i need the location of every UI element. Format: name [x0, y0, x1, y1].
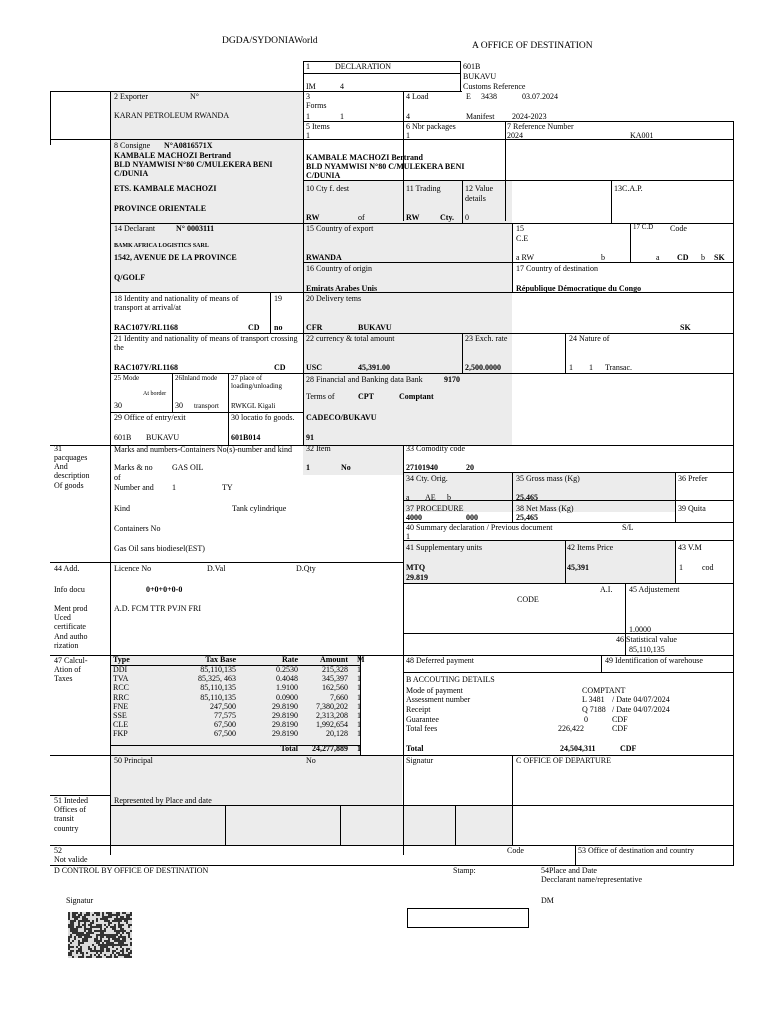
tax-base: 67,500	[214, 720, 236, 730]
exchange-rate-value: 2,500.0000	[465, 363, 501, 372]
consignee-line-3: C/DUNIA	[114, 169, 149, 178]
tax-rate: 29.8190	[272, 729, 298, 739]
transit-offices-label: 51 Inteded Offices of transit country	[54, 796, 88, 833]
country-destination-value: République Démocratique du Congo	[516, 284, 642, 293]
e-number: 3438	[481, 92, 497, 101]
packages-description-label: pacquages And description Of goods	[54, 453, 90, 490]
forms-value-2: 1	[340, 112, 344, 121]
declaration-type-im: IM	[306, 82, 316, 91]
tax-type: CLE	[113, 720, 129, 730]
mode-value: 30	[114, 401, 122, 410]
packages-value: 1	[406, 131, 410, 140]
forms-value-1: 1	[306, 112, 310, 121]
office-entry-code: 601B	[114, 433, 132, 442]
reference-label: 7 Reference Number	[507, 122, 574, 131]
tax-mode: 1	[357, 674, 361, 684]
tax-rate: 0.4048	[276, 674, 298, 684]
signature-label: Signatur	[406, 756, 434, 765]
not-valid-label: 52 Not valide	[54, 846, 88, 865]
guarantee-currency: CDF	[612, 715, 628, 724]
summary-value: 1	[406, 532, 410, 541]
ai-label: A.I.	[600, 585, 613, 594]
transport-arrival-label: 18 Identity and nationality of means of transport at arrival/at	[114, 294, 239, 313]
info-docu-value: 0+0+0+0-0	[146, 585, 183, 594]
tax-base: 85,110,135	[200, 665, 236, 674]
tax-type: DDI	[113, 665, 128, 674]
inland-mode-label: 26Inland mode	[175, 374, 218, 382]
reference-code: KA001	[630, 131, 654, 140]
tax-amount: 345,397	[322, 674, 348, 684]
consignee-right-line-1: KAMBALE MACHOZI Bertrand	[306, 153, 423, 162]
mode-label: 25 Mode	[114, 374, 140, 382]
terms-cpt: CPT	[358, 392, 374, 401]
payment-mode-label: Mode of payment	[406, 686, 463, 695]
total-fees-currency: CDF	[612, 724, 628, 733]
terms-comptant: Comptant	[399, 392, 434, 401]
dest-code-sk: SK	[714, 253, 725, 262]
currency-code: USC	[306, 363, 323, 372]
customs-reference-label: Customs Reference	[463, 82, 526, 91]
load-value: 4	[406, 112, 410, 121]
quota-label: 39 Quita	[678, 504, 706, 513]
tax-header-amount: Amount	[319, 655, 348, 664]
tax-amount: 1,992,654	[316, 720, 348, 730]
ce-label: C.E	[516, 234, 529, 243]
accounting-title: B ACCOUTING DETAILS	[406, 675, 495, 684]
adjustment-label: 45 Adjustement	[629, 585, 680, 594]
financial-label: 28 Financial and Banking data Bank	[306, 375, 423, 384]
declarant-line-3: Q/GOLF	[114, 273, 146, 282]
commodity-suffix: 20	[466, 463, 474, 472]
dm-label: DM	[541, 896, 554, 905]
exporter-no-label: N°	[190, 92, 199, 101]
assessment-number: L 3481	[582, 695, 605, 704]
cap-label: 13C.A.P.	[614, 184, 643, 193]
transport-border-label: 21 Identity and nationality of means of transport crossing the	[114, 334, 298, 353]
trading-cty: Cty.	[440, 213, 454, 222]
receipt-date: / Date 04/07/2024	[612, 705, 670, 714]
tax-type: TVA	[113, 674, 129, 684]
delivery-sk: SK	[680, 323, 691, 332]
delivery-terms-cfr: CFR	[306, 323, 323, 332]
tax-type: RRC	[113, 692, 130, 702]
goods-description: Gas Oil sans biodiesel(EST)	[114, 544, 205, 553]
trading-value: RW	[406, 213, 420, 222]
details-label: details	[465, 194, 486, 203]
total-fees-value: 226,422	[558, 724, 584, 733]
delivery-place: BUKAVU	[358, 323, 392, 332]
location-goods-value: 601B014	[231, 433, 261, 442]
marks-label: Marks & no	[114, 463, 153, 472]
export-code-a: a RW	[516, 253, 534, 262]
payment-mode-value: COMPTANT	[582, 686, 626, 695]
kind-label: Kind	[114, 504, 130, 513]
total-fees-label: Total fees	[406, 724, 438, 733]
e-date: 03.07.2024	[522, 92, 558, 101]
consignee-number: N°A0816571X	[164, 141, 213, 150]
number-and-label: Number and	[114, 483, 154, 492]
item-label: 32 Item	[306, 444, 331, 453]
receipt-label: Receipt	[406, 705, 431, 714]
licence-label: Licence No	[114, 564, 152, 573]
country-orig-b: b	[447, 493, 451, 502]
box17-code-label: Code	[670, 224, 687, 233]
signature-bottom-label: Signatur	[66, 896, 94, 905]
principal-label: 50 Principal	[114, 756, 153, 765]
tax-amount: 2,313,208	[316, 711, 348, 720]
items-label: 5 Items	[306, 122, 330, 131]
e-label: E	[466, 92, 471, 101]
export-code-b: b	[601, 253, 605, 262]
country-orig-label: 34 Cty. Orig.	[406, 474, 448, 483]
manifest-label: Manifest	[466, 112, 495, 121]
tax-mode: 1	[357, 692, 361, 702]
dest-code-b: b	[701, 253, 705, 262]
country-export-value: RWANDA	[306, 253, 342, 262]
office-destination-label: 53 Office of destination and country	[578, 846, 695, 855]
office-entry-label: 29 Office of entry/exit	[114, 413, 186, 422]
represented-label: Represented by Place and date	[114, 796, 212, 805]
number-value: 1	[172, 483, 176, 492]
guarantee-label: Guarantee	[406, 715, 439, 724]
tax-base: 67,500	[214, 729, 236, 739]
of-label: of	[114, 473, 121, 482]
consignee-line-2: BLD NYAMWISI N°80 C/MULEKERA BENI	[114, 160, 273, 169]
system-name: DGDA/SYDONIAWorld	[222, 36, 318, 46]
container-no: no	[274, 323, 283, 332]
consignee-label: 8 Consigne	[114, 141, 151, 150]
tax-table	[110, 655, 365, 755]
supplementary-units-code: MTQ	[406, 563, 426, 572]
manifest-value: 2024-2023	[512, 112, 547, 121]
box91-value: 91	[306, 433, 314, 442]
tax-header-base: Tax Base	[205, 655, 236, 664]
tax-rate: 0.2530	[276, 665, 298, 674]
warehouse-label: 49 Identification of warehouse	[605, 656, 703, 665]
ad-codes: A.D. FCM TTR PVJN FRI	[114, 604, 201, 613]
forms-label: Forms	[306, 101, 327, 110]
load-label: 4 Load	[406, 92, 429, 101]
transport-border-value: RAC107Y/RL1168	[114, 363, 179, 372]
inland-mode-value: 30	[175, 401, 183, 410]
tax-amount: 162,560	[322, 683, 348, 693]
box3-number: 3	[306, 92, 310, 101]
statistical-value: 85,110,135	[629, 645, 665, 654]
office-code: 601B	[463, 62, 481, 71]
principal-no: No	[306, 756, 316, 765]
summary-declaration-label: 40 Summary declaration / Previous document	[406, 523, 553, 532]
destination-title: A OFFICE OF DESTINATION	[472, 41, 593, 51]
adjustment-value: 1.0000	[629, 625, 651, 634]
commodity-label: 33 Comodity code	[406, 444, 466, 453]
location-goods-label: 30 locatio fo goods.	[231, 413, 295, 422]
transport-arrival-cd: CD	[248, 323, 260, 332]
tax-total-amount: 24,277,889	[312, 744, 348, 753]
transport-word: transport	[194, 402, 219, 410]
place-loading-label: 27 place of loading/unloading	[231, 374, 282, 391]
items-value: 1	[306, 131, 310, 140]
tax-base: 85,325, 463	[198, 674, 236, 684]
bank-code: 9170	[444, 375, 460, 384]
tax-total-mode: 1	[357, 744, 361, 753]
of-text: of	[358, 213, 365, 222]
consignee-line-1: KAMBALE MACHOZI Bertrand	[114, 151, 231, 160]
country-orig-ae: AE	[425, 493, 436, 502]
info-docu-label: Info docu	[54, 585, 85, 594]
tax-base: 77,575	[214, 711, 236, 720]
deferred-payment-label: 48 Deferred payment	[406, 656, 474, 665]
country-origin-label: 16 Country of origin	[306, 264, 372, 273]
kind-value: Tank cylindrique	[232, 504, 287, 513]
marks-value: GAS OIL	[172, 463, 204, 472]
procedure-code-2: 000	[466, 513, 478, 522]
certificate-label: Ment prod Uced certificate And autho rization	[54, 604, 88, 650]
tax-rate: 29.8190	[272, 711, 298, 720]
item-price-label: 42 Items Price	[567, 543, 614, 552]
dest-code-a: a	[656, 253, 660, 262]
country-export-label: 15 Country of export	[306, 224, 374, 233]
tax-mode: 1	[357, 720, 361, 730]
stamp-label: Stamp:	[453, 866, 476, 875]
value-details-value: 0	[465, 213, 469, 222]
tax-type: SSE	[113, 711, 127, 720]
net-mass-value: 25,465	[516, 513, 538, 522]
containers-label: Containers No	[114, 524, 161, 533]
consignee-line-4: ETS. KAMBALE MACHOZI	[114, 184, 217, 193]
office-departure-label: C OFFICE OF DEPARTURE	[516, 756, 612, 765]
tax-total-label: Total	[280, 744, 298, 753]
exporter-name: KARAN PETROLEUM RWANDA	[114, 111, 230, 120]
tax-amount: 7,660	[330, 692, 348, 702]
grand-total-currency: CDF	[620, 744, 637, 753]
exchange-rate-label: 23 Exch. rate	[465, 334, 508, 343]
gross-mass-label: 35 Gross mass (Kg)	[516, 474, 580, 483]
tax-header-type: Type	[113, 655, 130, 664]
terms-label: Terms of	[306, 392, 335, 401]
country-orig-a: a	[406, 493, 410, 502]
nature-value-1: 1	[569, 363, 573, 372]
declarant-label: 14 Declarant	[114, 224, 156, 233]
control-destination-label: D CONTROL BY OFFICE OF DESTINATION	[54, 866, 209, 875]
tax-header-rate: Rate	[282, 655, 298, 664]
vm-value: 1	[679, 563, 683, 572]
tax-rate: 29.8190	[272, 720, 298, 730]
tax-amount: 20,128	[326, 729, 348, 739]
declarant-line-2: 1542, AVENUE DE LA PROVINCE	[114, 253, 237, 262]
tax-rate: 29.8190	[272, 701, 298, 711]
box17-cd-label: 17 C.D	[633, 223, 654, 231]
receipt-number: Q 7188	[582, 705, 606, 714]
grey-represented	[110, 805, 512, 845]
commodity-code: 27101940	[406, 463, 438, 472]
grand-total-value: 24,504,311	[560, 744, 596, 753]
transport-arrival-value: RAC107Y/RL1168	[114, 323, 179, 332]
dest-code-cd: CD	[677, 253, 689, 262]
preference-label: 36 Prefer	[678, 474, 708, 483]
country-origin-value: Emirats Arabes Unis	[306, 284, 378, 293]
qr-code-image	[68, 912, 132, 958]
total-amount: 45,391.00	[358, 363, 390, 372]
tax-rate: 0.0900	[276, 692, 298, 702]
tax-header-mode: M	[357, 655, 365, 664]
at-border-label: At border	[143, 391, 167, 397]
dqty-label: D.Qty	[296, 564, 316, 573]
country-destination-label: 17 Country of destination	[516, 264, 598, 273]
additional-info-label: 44 Add.	[54, 564, 80, 573]
number-ty: TY	[222, 483, 233, 492]
tax-calculation-label: 47 Calcul- Ation of Taxes	[54, 656, 88, 684]
supplementary-units-value: 29.819	[406, 573, 428, 582]
tax-amount: 215,328	[322, 665, 348, 674]
item-no: No	[341, 463, 351, 472]
packages-label: 6 Nbr packages	[406, 122, 456, 131]
tax-mode: 1	[357, 665, 361, 674]
country-first-dest-value: RW	[306, 213, 320, 222]
item-price-value: 45,391	[567, 563, 589, 572]
tax-type: FNE	[113, 701, 129, 711]
box19-label: 19	[274, 294, 282, 303]
tax-rate: 1.9100	[276, 683, 298, 693]
nature-label: 24 Nature of	[569, 334, 610, 343]
tax-mode: 1	[357, 711, 361, 720]
exporter-label: 2 Exporter	[114, 92, 148, 101]
place-loading-value: RWKGL Kigali	[231, 402, 276, 410]
procedure-label: 37 PROCEDURE	[406, 504, 464, 513]
procedure-code-1: 4000	[406, 513, 422, 522]
tax-amount: 7,380,202	[316, 701, 348, 711]
guarantee-value: 0	[584, 715, 588, 724]
grand-total-label: Total	[406, 744, 424, 753]
bank-branch: CADECO/BUKAVU	[306, 413, 377, 422]
office-entry-name: BUKAVU	[146, 433, 180, 442]
declarant-line-1: BAMK AFRICA LOGISTICS SARL	[114, 243, 209, 249]
net-mass-label: 38 Net Mass (Kg)	[516, 504, 574, 513]
box1-number: 1	[306, 62, 310, 71]
currency-label: 22 currency & total amount	[306, 334, 395, 343]
consignee-line-5: PROVINCE ORIENTALE	[114, 204, 207, 213]
tax-type: FKP	[113, 729, 128, 739]
vm-cod: cod	[702, 563, 714, 572]
office-name: BUKAVU	[463, 72, 497, 81]
box31-number: 31	[54, 444, 62, 453]
box15-number: 15	[516, 224, 524, 233]
gross-mass-value: 25,465	[516, 493, 538, 502]
item-value: 1	[306, 463, 310, 472]
declaration-type-4: 4	[340, 82, 344, 91]
delivery-terms-label: 20 Delivery tems	[306, 294, 362, 303]
vm-label: 43 V.M	[678, 543, 702, 552]
consignee-right-line-3: C/DUNIA	[306, 171, 341, 180]
tax-base: 85,110,135	[200, 683, 236, 693]
statistical-value-label: 46 Statistical value	[616, 635, 677, 644]
assessment-date: / Date 04/07/2024	[612, 695, 670, 704]
tax-base: 247,500	[210, 701, 236, 711]
tax-base: 85,110,135	[200, 692, 236, 702]
signature-box	[407, 908, 529, 928]
reference-year: 2024	[507, 131, 523, 140]
code-label: CODE	[517, 595, 539, 604]
place-date-label: 54Place and Date Decclarant name/representative	[541, 866, 643, 885]
transac-label: Transac.	[605, 363, 633, 372]
nature-value-2: 1	[589, 363, 593, 372]
country-first-dest-label: 10 Cty f. dest	[306, 184, 350, 193]
consignee-right-line-2: BLD NYAMWISI N°80 C/MULEKERA BENI	[306, 162, 465, 171]
transport-border-cd: CD	[274, 363, 286, 372]
declaration-label: DECLARATION	[335, 62, 391, 71]
value-details-label: 12 Value	[465, 184, 494, 193]
code-bottom-label: Code	[507, 846, 524, 855]
tax-type: RCC	[113, 683, 130, 693]
trading-label: 11 Trading	[406, 184, 441, 193]
declarant-number: N° 0003111	[176, 224, 215, 233]
dval-label: D.Val	[207, 564, 226, 573]
marks-header: Marks and numbers-Containers No(s)-number and kind	[114, 445, 292, 454]
tax-mode: 1	[357, 701, 361, 711]
tax-mode: 1	[357, 683, 361, 693]
supplementary-units-label: 41 Supplementary units	[406, 543, 482, 552]
summary-sl: S/L	[622, 523, 634, 532]
assessment-label: Assessment number	[406, 695, 471, 704]
tax-mode: 1	[357, 729, 361, 739]
